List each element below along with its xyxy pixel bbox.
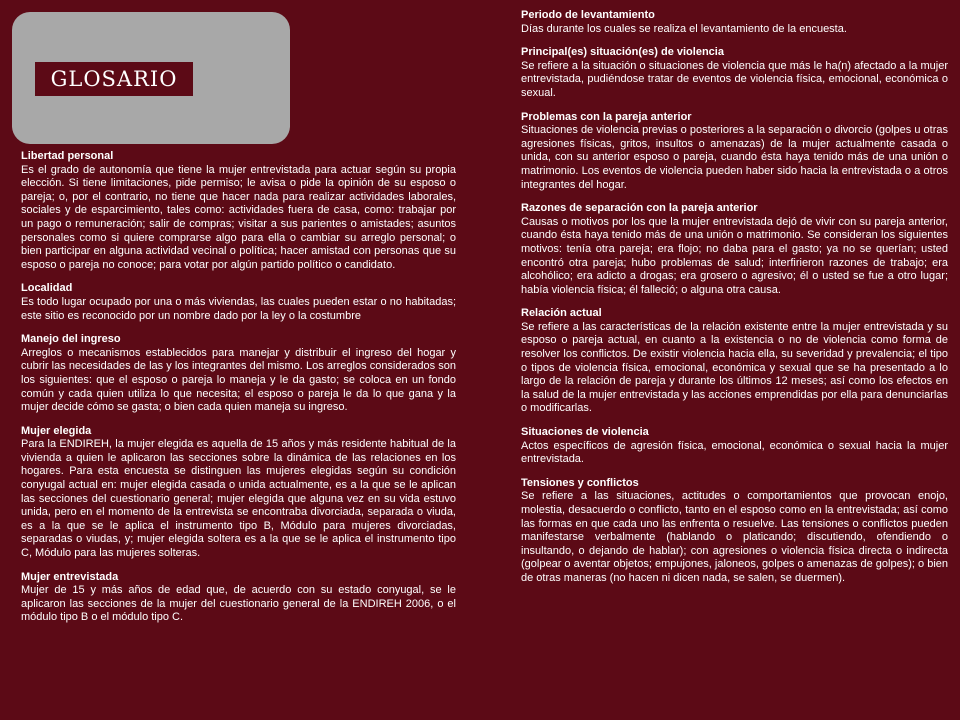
- glossary-entry-localidad: [21, 282, 456, 323]
- glossary-entry-problemas-pareja-anterior: [521, 111, 948, 193]
- title-box: [35, 62, 193, 96]
- glossary-entry-situaciones-de-violencia: [521, 426, 948, 467]
- entry-title: Problemas con la pareja anterior: [521, 110, 692, 123]
- glossary-entry-principales-situaciones: [521, 46, 948, 100]
- glossary-entry-mujer-elegida: [21, 425, 456, 561]
- entry-body: Arreglos o mecanismos establecidos para manejar y distribuir el ingreso del hogar y cubrir las necesidades de las y los integrantes del mismo. Los arreglos considerados son los siguientes: que el esposo o pareja lo maneja y le da gasto; se coloca en un fondo común y cada quien utiliza lo que necesita; el esposo o pareja le da lo que gana y la mujer decide cómo se gasta; o bien cada quien maneja su ingreso.: [21, 346, 456, 414]
- entry-body: Mujer de 15 y más años de edad que, de acuerdo con su estado conyugal, se le aplicaron las secciones de la mujer del cuestionario general de la ENDIREH 2006, o el módulo tipo B o el módulo tipo C.: [21, 584, 456, 624]
- entry-title: Mujer elegida: [21, 424, 92, 437]
- entry-title: Libertad personal: [21, 150, 114, 162]
- entry-body: Causas o motivos por los que la mujer entrevistada dejó de vivir con su pareja anterior, cuando ésta haya tenido más de una unión o matrimonio. Se consideran los siguientes motivos: tenía otra pareja; era flojo; no daba para el gasto; ya no se querían; usted encontró otra pareja; hubo problemas de salud; interfirieron razones de trabajo; era alcohólico; era adicto a drogas; era grosero o agresivo; él o usted se fue a otro lugar; había violencia física; él falleció; o alguna otra causa.: [521, 215, 948, 296]
- entry-body: Situaciones de violencia previas o posteriores a la separación o divorcio (golpes u otras agresiones físicas, gritos, insultos o amenazas) de la mujer actualmente casada o unida, con su anterior esposo o pareja, cuando ésta haya tenido más de una unión o matrimonio. Los eventos de violencia pueden haber sido hacia la entrevistada o a otros integrantes del hogar.: [521, 124, 948, 191]
- entry-title: Mujer entrevistada: [21, 570, 119, 583]
- entry-title: Periodo de levantamiento: [521, 9, 655, 21]
- right-column: [521, 9, 948, 596]
- entry-title: Razones de separación con la pareja anterior: [521, 202, 758, 215]
- entry-body: Es el grado de autonomía que tiene la mujer entrevistada para actuar según su propia elección. Si tiene limitaciones, pide permiso; le avisa o pide la opinión de su esposo o pareja; o, por el contrario, no tiene que hacer nada para realizar actividades laborales, sociales y de esparcimiento, tales como: actividades fuera de casa, como: trabajar por un pago o remuneración; salir de compras; visitar a sus parientes o amistades; asuntos personales como si quiere comprarse algo para ella o cambiar su arreglo personal; o bien participar en alguna actividad vecinal o política; hacer amistad con personas que su esposo o pareja no conoce; para votar por algún partido político o candidato.: [21, 163, 456, 271]
- entry-title: Manejo del ingreso: [21, 333, 121, 346]
- entry-title: Localidad: [21, 282, 73, 295]
- entry-body: Se refiere a las situaciones, actitudes o comportamientos que provocan enojo, molestia, desacuerdo o conflicto, tanto en el esposo como en la entrevistada; así como las formas en que cada uno las enfrenta o resuelve. Las tensiones o conflictos pueden manifestarse verbalmente (hablando o platicando; discutiendo, ofendiendo o insultando, o dejando de hablar); con agresiones o violencia física directa o indirecta (golpear o aventar objetos; empujones, jaloneos, golpes o amenazas de golpes); o bien de otras maneras (no hacen ni dicen nada, se salen, se duermen).: [521, 490, 948, 584]
- glossary-entry-relacion-actual: [521, 307, 948, 416]
- entry-title: Principal(es) situación(es) de violencia: [521, 46, 724, 59]
- entry-body: Se refiere a la situación o situaciones de violencia que más le ha(n) afectado a la mujer entrevistada, pudiéndose tratar de eventos de violencia física, emocional, económica o sexual.: [521, 59, 948, 99]
- entry-title: Relación actual: [521, 307, 602, 320]
- glossary-entry-tensiones-y-conflictos: [521, 477, 948, 586]
- entry-body: Actos específicos de agresión física, emocional, económica o sexual hacia la mujer entrevistada.: [521, 439, 948, 466]
- glossary-entry-manejo-del-ingreso: [21, 333, 456, 415]
- glossary-entry-periodo-de-levantamiento: [521, 9, 948, 36]
- entry-body: Se refiere a las características de la relación existente entre la mujer entrevistada y su esposo o pareja actual, en cuanto a la existencia o no de violencia como forma de resolver los conflictos. De existir violencia hacia ella, su severidad y prevalencia; el tipo o tipos de violencia física, emocional, económica y sexual que se ha presentado a lo largo de la relación de pareja y durante los últimos 12 meses; así como los efectos en la salud de la mujer entrevistada y las acciones emprendidas por ella para denunciarlas o modificarlas.: [521, 320, 948, 415]
- glossary-entry-libertad-personal: [21, 150, 456, 272]
- entry-body: Para la ENDIREH, la mujer elegida es aquella de 15 años y más residente habitual de la vivienda a quien le aplicaron las secciones sobre la dinámica de las relaciones en los hogares. Para esta encuesta se distinguen las mujeres elegidas según su condición conyugal actual en: mujer elegida casada o unida actualmente, es a la que se le aplican las secciones del cuestionario general; mujer elegida que alguna vez en su vida estuvo unida, pero en el momento de la entrevista se encontraba divorciada, separada o viuda, es a la que se le aplica el instrumento tipo B, Módulo para mujeres divorciadas, separadas o viudas, y; mujer elegida soltera es a la que se le aplica el instrumento tipo C, Módulo para las mujeres solteras.: [21, 438, 456, 560]
- entry-body: Es todo lugar ocupado por una o más viviendas, las cuales pueden estar o no habitadas; este sitio es reconocido por un nombre dado por la ley o la costumbre: [21, 295, 456, 322]
- glossary-entry-mujer-entrevistada: [21, 571, 456, 625]
- entry-body: Días durante los cuales se realiza el levantamiento de la encuesta.: [521, 22, 847, 35]
- left-column: [21, 150, 456, 635]
- entry-title: Situaciones de violencia: [521, 426, 649, 439]
- page-title: GLOSARIO: [50, 67, 178, 91]
- glossary-entry-razones-de-separacion: [521, 202, 948, 297]
- entry-title: Tensiones y conflictos: [521, 476, 639, 489]
